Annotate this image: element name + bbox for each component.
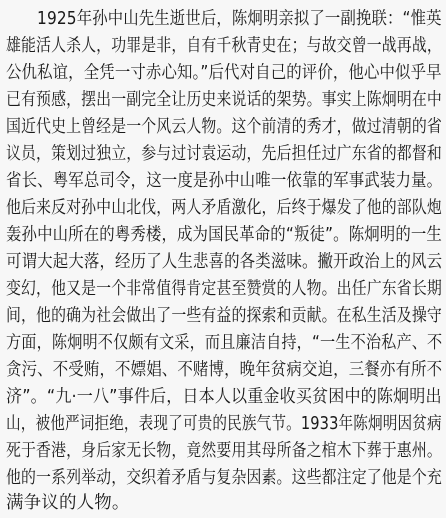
text-line-16: 山，被他严词拒绝，表现了可贵的民族气节。1933年陈炯明因贫病 xyxy=(6,414,442,434)
text-line-12: 间，他的确为社会做出了一些有益的探索和贡献。在私生活及操守 xyxy=(6,306,442,326)
text-line-3: 公仇私谊，全凭一寸赤心知。”后代对自己的评价，他心中似乎早 xyxy=(6,63,442,83)
text-passage xyxy=(6,4,443,513)
text-line-4: 已有预感，摆出一副完全让历史来说话的架势。事实上陈炯明在中 xyxy=(6,90,442,110)
text-line-17: 死于香港，身后家无长物，竟然要用其母所备之棺木下葬于惠州。 xyxy=(6,441,442,461)
text-line-8: 他后来反对孙中山北伐，两人矛盾激化，后终于爆发了他的部队炮 xyxy=(6,198,442,218)
text-line-18: 他的一系列举动，交织着矛盾与复杂因素。这些都注定了他是个充 xyxy=(6,468,442,488)
text-line-9: 轰孙中山所在的粤秀楼，成为国民革命的“叛徒”。陈炯明的一生 xyxy=(6,225,442,245)
text-line-15: 济”。“九·一八”事件后，日本人以重金收买贫困中的陈炯明出 xyxy=(6,387,442,407)
text-line-5: 国近代史上曾经是一个风云人物。这个前清的秀才，做过清朝的省 xyxy=(6,117,442,137)
text-line-6: 议员，策划过独立，参与过讨袁运动，先后担任过广东省的都督和 xyxy=(6,144,442,164)
text-line-10: 可谓大起大落，经历了人生悲喜的各类滋味。撇开政治上的风云 xyxy=(6,252,443,272)
text-line-1: 1925年孙中山先生逝世后，陈炯明亲拟了一副挽联：“惟英 xyxy=(6,9,442,29)
text-line-11: 变幻，他又是一个非常值得肯定甚至赞赏的人物。出任广东省长期 xyxy=(6,279,442,299)
text-line-14: 贪污、不受贿，不嫖娼、不赌博，晚年贫病交迫，三餐亦有所不 xyxy=(6,360,443,380)
text-line-2: 雄能活人杀人，功罪是非，自有千秋青史在；与故交曾一战再战， xyxy=(6,36,442,56)
text-line-7: 省长、粤军总司令，这一度是孙中山唯一依靠的军事武装力量。 xyxy=(6,171,443,191)
text-line-13: 方面，陈炯明不仅颇有文采，而且廉洁自持，“一生不治私产、不 xyxy=(6,333,443,353)
text-line-19: 满争议的人物。 xyxy=(6,493,130,513)
